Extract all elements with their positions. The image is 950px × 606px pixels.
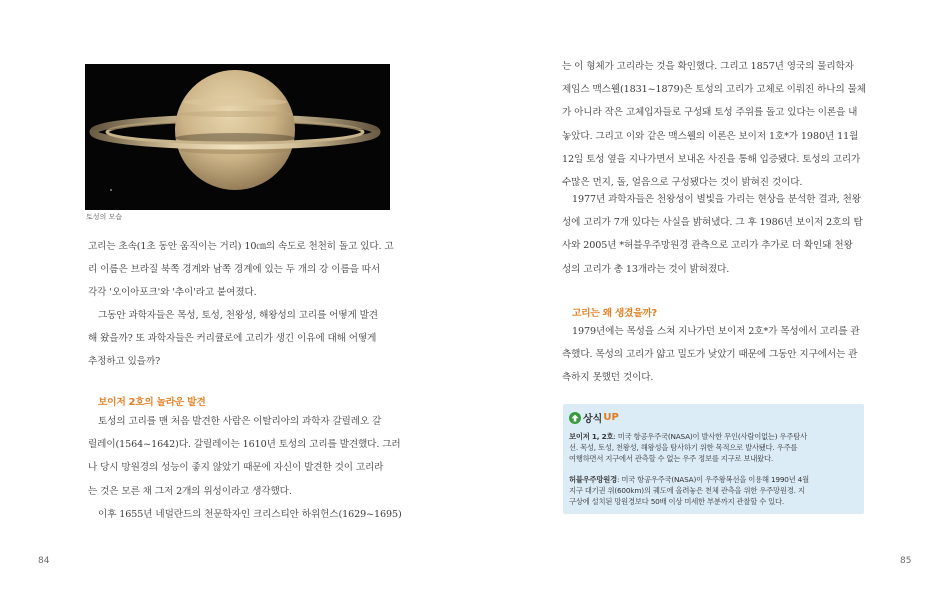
text-line: 제임스 맥스웰(1831~1879)은 토성의 고리가 고체로 이뤄진 하나의 물체 <box>562 84 866 96</box>
text-line: 이후 1655년 네덜란드의 천문학자인 크리스티안 하위헌스(1629~1695) <box>98 508 402 520</box>
text-line: 고리는 초속(1초 동안 움직이는 거리) 10㎝의 속도로 천천히 돌고 있다. 고 <box>88 241 394 252</box>
text-line: 놓았다. 그리고 이와 같은 맥스웰의 이론은 보이저 1호*가 1980년 11월 <box>562 130 859 142</box>
info-title-prefix: 상식 <box>583 414 603 425</box>
saturn-illustration <box>85 64 390 210</box>
page-number: 84 <box>38 556 50 566</box>
definition-line: 선. 목성, 토성, 천왕성, 해왕성을 탐사하기 위한 목적으로 발사됐다. 우주를 <box>569 443 798 452</box>
text-line: 릴레이(1564~1642)다. 갈릴레이는 1610년 토성의 고리를 발견했다. 그러 <box>88 439 401 451</box>
text-line: 1977년 과학자들은 천왕성이 별빛을 가리는 현상을 분석한 결과, 천왕 <box>572 194 861 205</box>
left-paragraph-1 <box>88 235 394 305</box>
right-paragraph-1 <box>562 55 866 194</box>
definition-line: 여행하면서 지구에서 관측할 수 없는 우주 정보를 지구로 보내왔다. <box>569 454 773 463</box>
text-line: 는 이 형체가 고리라는 것을 확인했다. 그리고 1857년 영국의 물리학자 <box>562 61 854 72</box>
definition-line: : 미국 항공우주국(NASA)이 발사한 무인(사람이없는) 우주탐사 <box>613 432 807 441</box>
info-entry-voyager <box>569 431 859 464</box>
text-line: 측하지 못했던 것이다. <box>562 372 654 384</box>
text-line: 가 아니라 작은 고체입자들로 구성돼 토성 주위를 돌고 있다는 이론을 내 <box>562 107 858 119</box>
arrow-up-icon <box>569 412 581 424</box>
text-line: 측했다. 목성의 고리가 얇고 밀도가 낮았기 때문에 그동안 지구에서는 관 <box>562 349 858 361</box>
definition-line: : 미국 항공우주국(NASA)이 우주왕복선을 이용해 1990년 4월 <box>616 475 809 484</box>
text-line: 1979년에는 목성을 스쳐 지나가던 보이저 2호*가 목성에서 고리를 관 <box>572 326 860 337</box>
text-line: 성에 고리가 7개 있다는 사실을 밝혀냈다. 그 후 1986년 보이저 2호의 탐 <box>562 217 863 229</box>
text-line: 그동안 과학자들은 목성, 토성, 천왕성, 해왕성의 고리를 어떻게 발견 <box>98 310 378 321</box>
info-box-title <box>569 410 619 425</box>
text-line: 각각 '오이아포크'와 '추이'라고 붙여졌다. <box>88 287 257 299</box>
term-voyager: 보이저 1, 2호 <box>569 432 614 441</box>
right-paragraph-2 <box>562 188 863 281</box>
text-line: 수많은 먼지, 돌, 얼음으로 구성됐다는 것이 밝혀진 것이다. <box>562 177 803 189</box>
text-line: 12일 토성 옆을 지나가면서 보내온 사진을 통해 입증됐다. 토성의 고리가 <box>562 153 861 165</box>
info-box <box>563 404 864 514</box>
text-line: 추정하고 있을까? <box>88 356 161 368</box>
text-line: 는 것은 모른 채 그저 2개의 위성이라고 생각했다. <box>88 485 292 497</box>
text-line: 해 왔을까? 또 과학자들은 커리큘로에 고리가 생긴 이유에 대해 어떻게 <box>88 333 377 345</box>
section-heading: 고리는 왜 생겼을까? <box>572 308 657 319</box>
info-entry-hubble <box>569 474 859 507</box>
left-paragraph-2 <box>88 304 378 374</box>
text-line: 나 당시 망원경의 성능이 좋지 않았기 때문에 자신이 발견한 것이 고리라 <box>88 462 384 474</box>
text-line: 성의 고리가 총 13개라는 것이 밝혀졌다. <box>562 263 730 275</box>
definition-line: 지구 대기권 위(600km)의 궤도에 올려놓은 천체 관측을 위한 우주망원경. 지 <box>569 486 805 495</box>
term-hubble: 허블우주망원경 <box>569 475 617 484</box>
text-line: 리 이름은 브라질 북쪽 경계와 남쪽 경계에 있는 두 개의 강 이름을 따서 <box>88 264 381 276</box>
right-paragraph-3 <box>562 320 860 390</box>
left-paragraph-3 <box>88 410 402 526</box>
right-page <box>475 0 950 606</box>
definition-line: 구상에 설치된 망원경보다 50배 이상 미세한 부분까지 관찰할 수 있다. <box>569 497 784 506</box>
saturn-image <box>85 64 390 210</box>
page-number: 85 <box>900 556 912 566</box>
text-line: 토성의 고리를 맨 처음 발견한 사람은 이탈리아의 과학자 갈릴레오 갈 <box>98 416 382 427</box>
section-heading: 보이저 2호의 놀라운 발견 <box>98 397 206 408</box>
figure-caption: 토성의 모습 <box>86 213 123 221</box>
info-title-accent: UP <box>603 412 619 423</box>
text-line: 사와 2005년 *허블우주망원경 관측으로 고리가 추가로 더 확인돼 천왕 <box>562 240 853 252</box>
